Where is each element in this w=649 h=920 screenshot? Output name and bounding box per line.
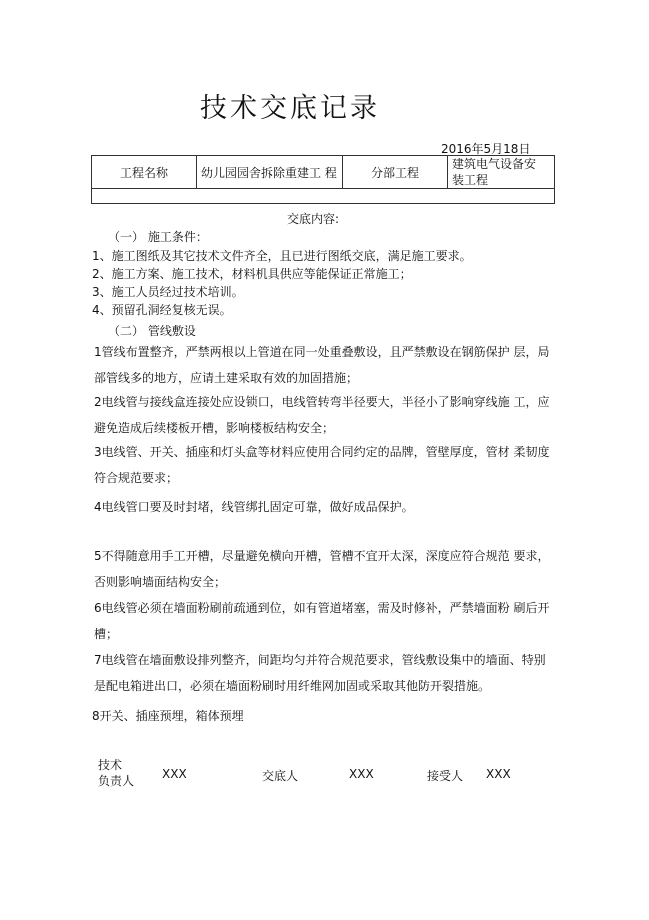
record-date: 2016年5月18日 [441,142,531,156]
project-name-value: 幼儿园园舍拆除重建工 程 [197,156,343,189]
receiver-value: XXX [486,767,511,781]
section2-item-6: 6电线管必须在墙面粉刷前疏通到位，如有管道堵塞，需及时修补，严禁墙面粉 刷后开槽； [94,601,550,641]
subproject-label: 分部工程 [343,156,448,189]
section1-item-1: 1、施工图纸及其它技术文件齐全，且已进行图纸交底，满足施工要求。 [92,249,472,263]
section2-item-1: 1管线布置整齐，严禁两根以上管道在同一处重叠敷设，且严禁敷设在钢筋保护 层，局部管线多的地方，应请土建采取有效的加固措施； [94,345,550,385]
section2-item-4: 4电线管口要及时封堵，线管绑扎固定可靠，做好成品保护。 [94,500,414,514]
section2-item-7: 7电线管在墙面敷设排列整齐，间距均匀并符合规范要求，管线敷设集中的墙面、特别是配电箱进出口，必须在墙面粉刷时用纤维网加固或采取其他防开裂措施。 [94,653,546,693]
subproject-value: 建筑电气设备安 装工程 [448,156,555,189]
section1-item-4: 4、预留孔洞经复核无误。 [92,303,232,317]
tech-lead-label-line2: 负责人 [98,774,135,788]
content-header: 交底内容: [287,212,340,226]
section1-item-2: 2、施工方案、施工技术，材料机具供应等能保证正常施工； [92,267,412,281]
section2-item-5: 5不得随意用手工开槽，尽量避免横向开槽，管槽不宜开太深，深度应符合规范 要求，否则影响墙面结构安全； [94,549,550,589]
page-title: 技术交底记录 [200,93,380,124]
section2-item-2: 2电线管与接线盒连接处应设锁口，电线管转弯半径要大，半径小了影响穿线施 工，应避免造成后续楼板开槽，影响楼板结构安全； [94,395,550,435]
empty-row [92,189,555,204]
section1-item-3: 3、施工人员经过技术培训。 [92,285,244,299]
receiver-label: 接受人 [427,769,464,783]
project-info-table [91,155,555,204]
tech-lead-label-line1: 技术 [98,758,123,772]
tech-lead-label [98,757,134,789]
project-name-label: 工程名称 [92,156,197,189]
section1-heading: （一） 施工条件： [108,230,208,244]
section2-item-3: 3电线管、开关、插座和灯头盒等材料应使用合同约定的品牌，管壁厚度，管材 柔韧度符合规范要求； [94,445,550,485]
handover-value: XXX [349,767,374,781]
section2-heading: （二） 管线敷设 [108,324,196,338]
section2-item-8: 8开关、插座预埋，箱体预埋 [92,709,244,723]
handover-label: 交底人 [262,769,299,783]
tech-lead-value: XXX [162,767,187,781]
